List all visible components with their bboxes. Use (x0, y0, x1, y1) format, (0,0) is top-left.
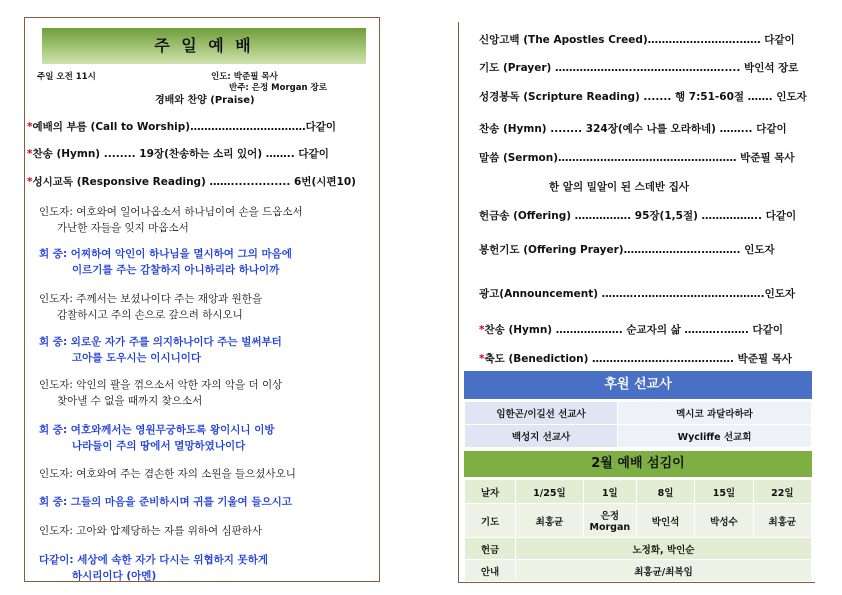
item-text: 말씀 (Sermon)…………………………………………… 박준필 목사 (479, 152, 795, 164)
order-item-apostles-creed (479, 32, 795, 47)
reading-line: 회 중: 어찌하여 악인이 하나님을 멸시하여 그의 마음에 (39, 248, 292, 260)
order-item-responsive-reading (27, 174, 356, 189)
order-item-prayer (479, 60, 798, 75)
reading-line: 감찰하시고 주의 손으로 갚으려 하시오니 (57, 309, 243, 321)
order-item-call-to-worship (27, 119, 336, 134)
praise-heading: 경배와 찬양 (Praise) (155, 95, 255, 106)
item-dots: …………………………… (190, 121, 306, 133)
reading-line: 인도자: 주께서는 보셨나이다 주는 재앙과 원한을 (39, 293, 263, 305)
table-cell: 8일 (636, 480, 694, 504)
item-text: 헌금송 (Offering) ……………. 95장(1,5절) …………….. 다같이 (479, 210, 797, 222)
order-item-offering-prayer (479, 242, 775, 257)
item-text: 광고(Announcement) ………..…………………….……….인도자 (479, 288, 796, 300)
reading-line: 인도자: 여호와여 주는 겸손한 자의 소원을 들으셨사오니 (39, 468, 296, 480)
reading-line: 회 중: 그들의 마음을 준비하시며 귀를 기울여 들으시고 (39, 496, 292, 508)
reading-line: 회 중: 여호와께서는 영원무궁하도록 왕이시니 이방 (39, 424, 275, 436)
order-item-closing-hymn (479, 322, 783, 337)
reading-congregation-3 (39, 422, 274, 454)
left-bulletin-panel (24, 17, 380, 582)
reading-leader-2 (39, 291, 262, 323)
star-marker: * (27, 148, 33, 160)
reading-line: 회 중: 외로운 자가 주를 의지하나이다 주는 벌써부터 (39, 336, 282, 348)
table-cell: 기도 (465, 504, 516, 538)
table-cell: 은정 Morgan (583, 504, 636, 538)
table-cell: 22일 (753, 480, 811, 504)
order-item-hymn (27, 146, 329, 161)
item-text: 찬송 (Hymn) ………………. 순교자의 삶 ………..……. 다같이 (484, 324, 783, 336)
service-accompanist: 반주: 은정 Morgan 장로 (229, 83, 327, 93)
reading-line: 이르기를 주는 감찰하지 아니하리라 하나이까 (72, 264, 280, 276)
table-row (465, 402, 812, 425)
table-cell: 박인석 (636, 504, 694, 538)
reading-all-together (39, 552, 268, 584)
item-text: 성경봉독 (Scripture Reading) ....... 행 7:51-60절 ……. 인도자 (479, 91, 807, 103)
star-marker: * (479, 353, 485, 365)
star-marker: * (27, 121, 33, 133)
schedule-header: 2월 예배 섬김이 (464, 451, 812, 477)
star-marker: * (479, 324, 485, 336)
order-item-hymn-324 (479, 121, 787, 136)
table-cell: 15일 (695, 480, 753, 504)
item-text: 한 알의 밀알이 된 스데반 집사 (549, 181, 689, 193)
service-title-bar (42, 28, 366, 64)
schedule-table (464, 479, 812, 582)
reading-line: 고아를 도우시는 이시니이다 (72, 352, 202, 364)
reading-line: 인도자: 여호와여 일어나옵소서 하나님이여 손을 드옵소서 (39, 206, 303, 218)
service-time: 주일 오전 11시 (37, 72, 96, 82)
service-leader: 인도: 박준필 목사 (211, 72, 278, 82)
reading-congregation-4 (39, 494, 292, 510)
table-row (465, 425, 812, 448)
reading-line: 인도자: 악인의 팔을 꺾으소서 악한 자의 악을 더 이상 (39, 379, 283, 391)
table-row (465, 560, 812, 582)
order-item-scripture-reading (479, 89, 807, 104)
support-missionary-table (464, 401, 812, 448)
sermon-title (549, 179, 689, 194)
table-row (465, 480, 812, 504)
reading-leader-4 (39, 466, 296, 482)
item-text: 기도 (Prayer) …………………..……………………..... 박인석 장로 (479, 62, 799, 74)
service-title: 주 일 예 배 (154, 36, 254, 55)
order-item-announcement (479, 286, 795, 301)
reading-congregation-1 (39, 246, 292, 278)
reading-leader-3 (39, 377, 282, 409)
reading-line: 가난한 자들을 잊지 마옵소서 (57, 222, 189, 234)
reading-line: 찾아낼 수 없을 때까지 찾으소서 (57, 395, 203, 407)
table-cell: Wycliffe 선교회 (618, 425, 812, 448)
item-text: 축도 (Benediction) …………………..……….……. 박준필 목사 (484, 353, 793, 365)
support-missionary-header: 후원 선교사 (464, 371, 812, 399)
table-cell: 헌금 (465, 538, 516, 560)
reading-leader-1 (39, 204, 303, 236)
reading-line: 나라들이 주의 땅에서 멸망하였나이다 (72, 440, 246, 452)
reading-line: 하시리이다 (아멘) (72, 570, 157, 582)
reading-line: 인도자: 고아와 압제당하는 자를 위하여 심판하사 (39, 525, 263, 537)
star-marker: * (27, 176, 33, 188)
table-cell: 1일 (583, 480, 636, 504)
order-item-sermon (479, 150, 795, 165)
table-cell: 최홍균 (516, 504, 584, 538)
table-cell: 멕시코 과달라하라 (618, 402, 812, 425)
table-cell: 최홍균/최복임 (516, 560, 812, 582)
item-text: 성시교독 (Responsive Reading) ……............... 6번(시편10) (32, 176, 356, 188)
reading-congregation-2 (39, 334, 282, 366)
item-text: 찬송 (Hymn) ........ 19장(찬송하는 소리 있어) …….. 다같이 (32, 148, 329, 160)
reading-line: 다같이: 세상에 속한 자가 다시는 위협하지 못하게 (39, 554, 268, 566)
table-cell: 박성수 (695, 504, 753, 538)
order-item-benediction (479, 351, 792, 366)
item-text: 봉헌기도 (Offering Prayer)…………………..………. 인도자 (479, 244, 775, 256)
item-text: 찬송 (Hymn) ........ 324장(예수 나를 오라하네) ……... 다같이 (479, 123, 787, 135)
table-cell: 백성지 선교사 (465, 425, 618, 448)
table-cell: 최홍균 (753, 504, 811, 538)
table-cell: 임한곤/이길선 선교사 (465, 402, 618, 425)
table-cell: 날자 (465, 480, 516, 504)
item-text: 예배의 부름 (Call to Worship) (32, 121, 191, 133)
item-text: 신앙고백 (The Apostles Creed)…………….……….…… 다같이 (479, 34, 795, 46)
table-cell: 안내 (465, 560, 516, 582)
order-item-offering (479, 208, 796, 223)
reading-leader-5 (39, 523, 262, 539)
table-row (465, 538, 812, 560)
item-who: 다같이 (305, 121, 337, 133)
table-cell: 노정화, 박인순 (516, 538, 812, 560)
table-row (465, 504, 812, 538)
table-cell: 1/25일 (516, 480, 584, 504)
